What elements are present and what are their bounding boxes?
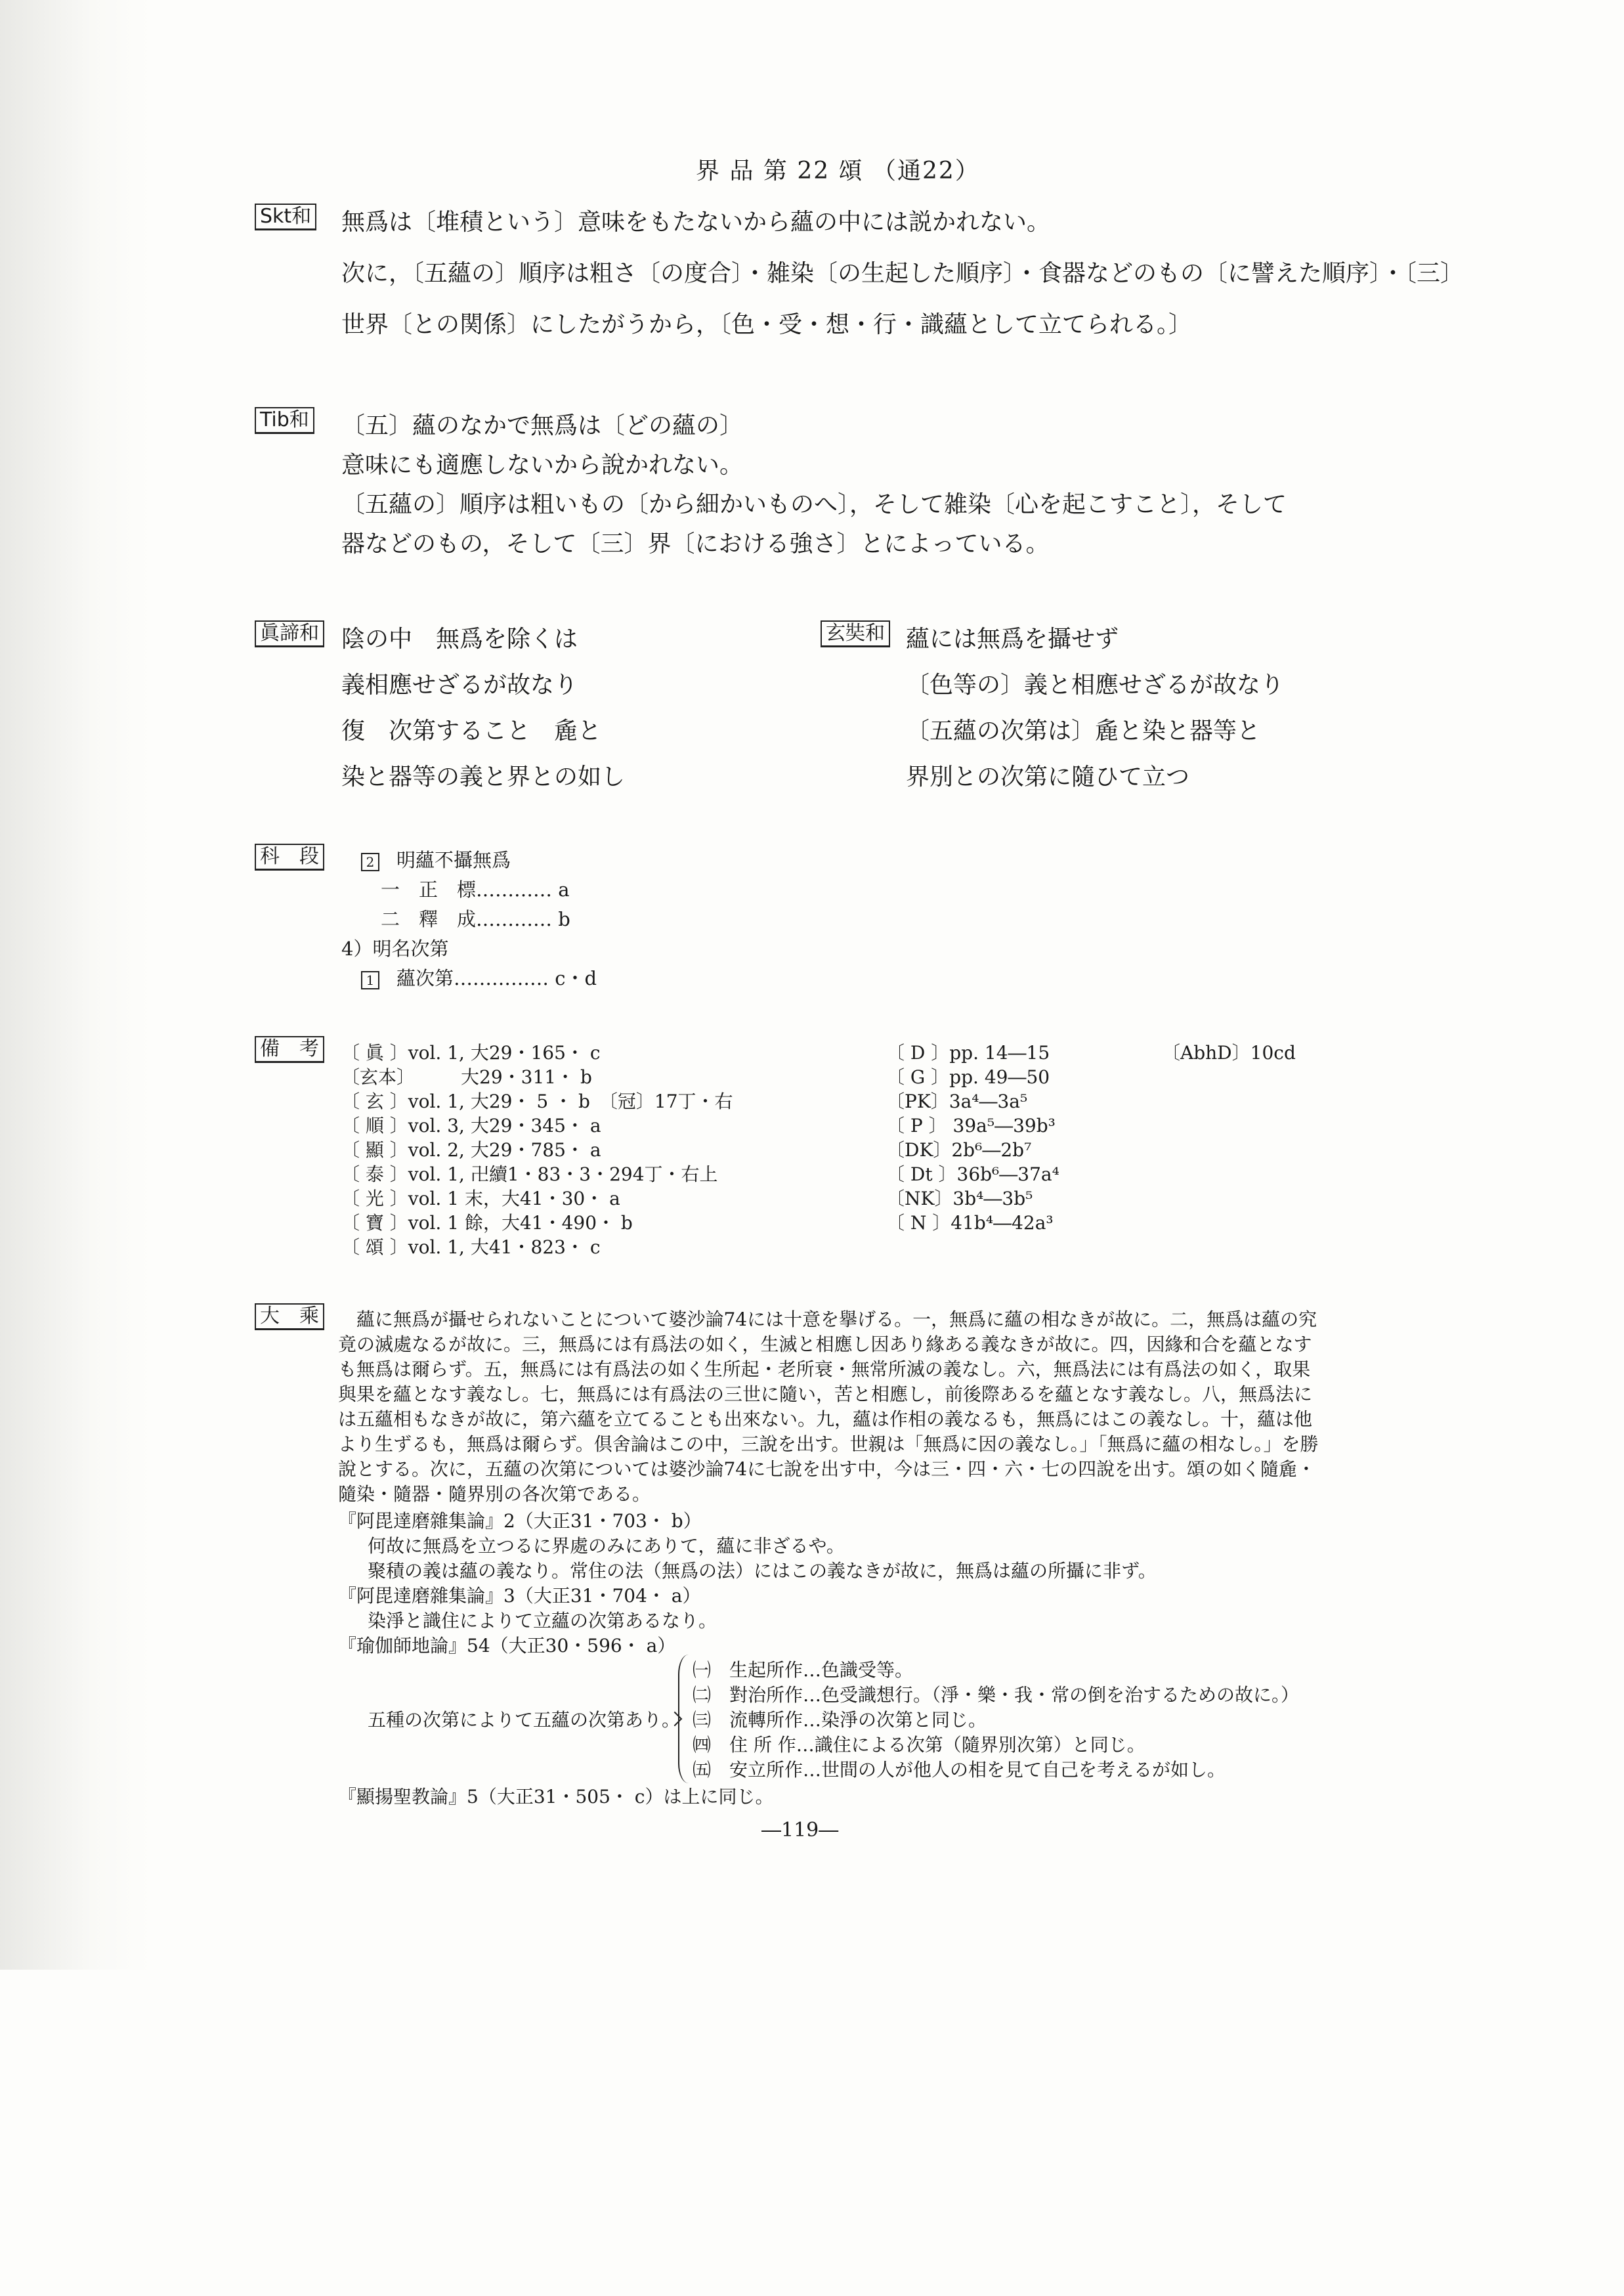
daijo-body-4: 與果を蘊となす義なし。七，無爲には有爲法の三世に隨い，苦と相應し，前後際あるを蘊となす義なし。八，無爲法に [338, 1383, 1313, 1405]
daijo-body-5: は五蘊相もなきが故に，第六蘊を立てることも出來ない。九，蘊は作相の義なるも，無爲にはこの義なし。十，蘊は他 [338, 1408, 1313, 1430]
biko-right-7: 〔NK〕3b⁴―3b⁵ [886, 1188, 1033, 1209]
kadan-line-1 [361, 846, 511, 873]
daijo-tag: 大 乘 [255, 1303, 324, 1330]
biko-tag: 備 考 [255, 1036, 324, 1063]
biko-right-6: 〔 Dt 〕36b⁶―37a⁴ [886, 1163, 1059, 1185]
biko-left-4: 〔 順 〕vol. 3, 大29・345・ a [341, 1115, 601, 1137]
daijo-brace-item-3: ㈢ 流轉所作…染淨の次第と同じ。 [693, 1709, 987, 1731]
daijo-ref-1-line-1: 何故に無爲を立つるに界處のみにありて，蘊に非ざるや。 [368, 1535, 845, 1557]
biko-right-8: 〔 N 〕41b⁴―42a³ [886, 1212, 1054, 1234]
daijo-body-3: も無爲は爾らず。五，無爲には有爲法の如く生所起・老所衰・無常所滅の義なし。六，無爲法には有爲法の如く，取果 [338, 1358, 1311, 1380]
biko-left-9: 〔 頌 〕vol. 1, 大41・823・ c [341, 1236, 601, 1258]
kadan-line-5-text: 蘊次第…………… c・d [396, 967, 597, 989]
daijo-ref-2-line-1: 染淨と識住によりて立蘊の次第あるなり。 [368, 1610, 717, 1632]
paramartha-line-1: 陰の中 無爲を除くは [341, 626, 578, 653]
skt-tag: Skt和 [255, 204, 316, 230]
paramartha-line-4: 染と器等の義と界との如し [341, 764, 626, 791]
kadan-num-2: 2 [361, 853, 379, 871]
tib-line-4: 器などのもの，そして〔三〕界〔における強さ〕とによっている。 [341, 531, 1050, 557]
page-title: 界 品 第 22 頌 （通22） [696, 158, 980, 184]
daijo-ref-1-line-2: 聚積の義は蘊の義なり。常住の法（無爲の法）にはこの義なきが故に，無爲は蘊の所攝に非ず。 [368, 1560, 1157, 1582]
biko-right-5: 〔DK〕2b⁶―2b⁷ [886, 1139, 1032, 1161]
daijo-body-8: 隨染・隨器・隨界別の各次第である。 [338, 1483, 651, 1505]
daijo-ref-2: 『阿毘達磨雜集論』3（大正31・704・ a） [338, 1585, 701, 1607]
kadan-line-3: 二 釋 成………… b [381, 908, 570, 930]
biko-left-1: 〔 眞 〕vol. 1, 大29・165・ c [341, 1042, 601, 1064]
daijo-ref-3: 『瑜伽師地論』54（大正30・596・ a） [338, 1635, 676, 1657]
skt-line-2: 次に，〔五蘊の〕順序は粗さ〔の度合〕・雑染〔の生起した順序〕・食器などのもの〔に譬えた順序〕・〔三〕 [341, 260, 1464, 287]
biko-left-7: 〔 光 〕vol. 1 末，大41・30・ a [341, 1188, 620, 1209]
daijo-brace-item-4: ㈣ 住 所 作…識住による次第（隨界別次第）と同じ。 [693, 1734, 1145, 1756]
daijo-body-6: より生ずるも，無爲は爾らず。倶舍論はこの中，三說を出す。世親は「無爲に因の義なし。」「無爲に蘊の相なし。」を勝 [338, 1433, 1319, 1455]
xuanzang-line-1: 蘊には無爲を攝せず [906, 626, 1119, 653]
xuanzang-tag: 玄奘和 [821, 620, 890, 647]
biko-right-1: 〔 D 〕pp. 14―15 [886, 1042, 1050, 1064]
paramartha-line-3: 復 次第すること 麁と [341, 718, 602, 745]
tib-line-3: 〔五蘊の〕順序は粗いもの〔から細かいものへ〕，そして雑染〔心を起こすこと〕，そして [341, 491, 1287, 518]
daijo-body-1: 蘊に無爲が攝せられないことについて婆沙論74には十意を擧げる。一，無爲に蘊の相なきが故に。二，無爲は蘊の究 [338, 1309, 1317, 1330]
paramartha-line-2: 義相應せざるが故なり [341, 672, 578, 699]
biko-right-2: 〔 G 〕pp. 49―50 [886, 1066, 1050, 1088]
biko-abhd: 〔AbhD〕10cd [1162, 1042, 1296, 1064]
daijo-ref-4: 『顯揚聖教論』5（大正31・505・ c）は上に同じ。 [338, 1786, 774, 1808]
biko-left-5: 〔 顯 〕vol. 2, 大29・785・ a [341, 1139, 601, 1161]
kadan-line-4: 4）明名次第 [341, 938, 449, 960]
biko-right-3: 〔PK〕3a⁴―3a⁵ [886, 1091, 1028, 1112]
daijo-brace-item-5: ㈤ 安立所作…世間の人が他人の相を見て自己を考えるが如し。 [693, 1759, 1226, 1781]
daijo-brace-lead: 五種の次第によりて五蘊の次第あり。 [368, 1709, 681, 1731]
page-number: ―119― [761, 1819, 839, 1842]
biko-left-2: 〔玄本〕 大29・311・ b [341, 1066, 592, 1088]
paramartha-tag: 眞諦和 [255, 620, 324, 647]
skt-line-3: 世界〔との関係〕にしたがうから，〔色・受・想・行・識蘊として立てられる。〕 [341, 311, 1193, 338]
biko-left-8: 〔 寶 〕vol. 1 餘，大41・490・ b [341, 1212, 633, 1234]
daijo-brace-item-1: ㈠ 生起所作…色識受等。 [693, 1659, 914, 1681]
daijo-body-2: 竟の滅處なるが故に。三，無爲には有爲法の如く，生滅と相應し因あり緣ある義なきが故に。四，因緣和合を蘊となす [338, 1333, 1312, 1355]
daijo-brace-item-2: ㈡ 對治所作…色受識想行。（淨・樂・我・常の倒を治するための故に。） [693, 1684, 1300, 1706]
tib-tag: Tib和 [255, 407, 314, 434]
biko-left-3: 〔 玄 〕vol. 1, 大29・ 5 ・ b 〔冠〕17丁・右 [341, 1091, 733, 1112]
daijo-ref-1: 『阿毘達磨雜集論』2（大正31・703・ b） [338, 1510, 702, 1532]
tib-line-2: 意味にも適應しないから說かれない。 [341, 452, 744, 479]
kadan-num-1: 1 [361, 971, 379, 989]
kadan-line-1-text: 明蘊不攝無爲 [396, 849, 511, 871]
skt-line-1: 無爲は〔堆積という〕意味をもたないから蘊の中には説かれない。 [341, 209, 1051, 236]
scan-edge-shadow [0, 0, 151, 1970]
xuanzang-line-4: 界別との次第に隨ひて立つ [906, 764, 1190, 791]
kadan-tag: 科 段 [255, 844, 324, 871]
kadan-line-5 [361, 964, 597, 991]
tib-line-1: 〔五〕蘊のなかで無爲は〔どの蘊の〕 [341, 412, 744, 439]
biko-right-4: 〔 P 〕 39a⁵―39b³ [886, 1115, 1056, 1137]
daijo-body-7: 說とする。次に，五蘊の次第については婆沙論74に七說を出す中，今は三・四・六・七の四說を出す。頌の如く隨麁・ [338, 1458, 1315, 1480]
biko-left-6: 〔 泰 〕vol. 1, 卍續1・83・3・294丁・右上 [341, 1163, 718, 1185]
kadan-line-2: 一 正 標………… a [381, 878, 570, 901]
xuanzang-line-2: 〔色等の〕義と相應せざるが故なり [906, 672, 1285, 699]
xuanzang-line-3: 〔五蘊の次第は〕麁と染と器等と [906, 718, 1261, 745]
